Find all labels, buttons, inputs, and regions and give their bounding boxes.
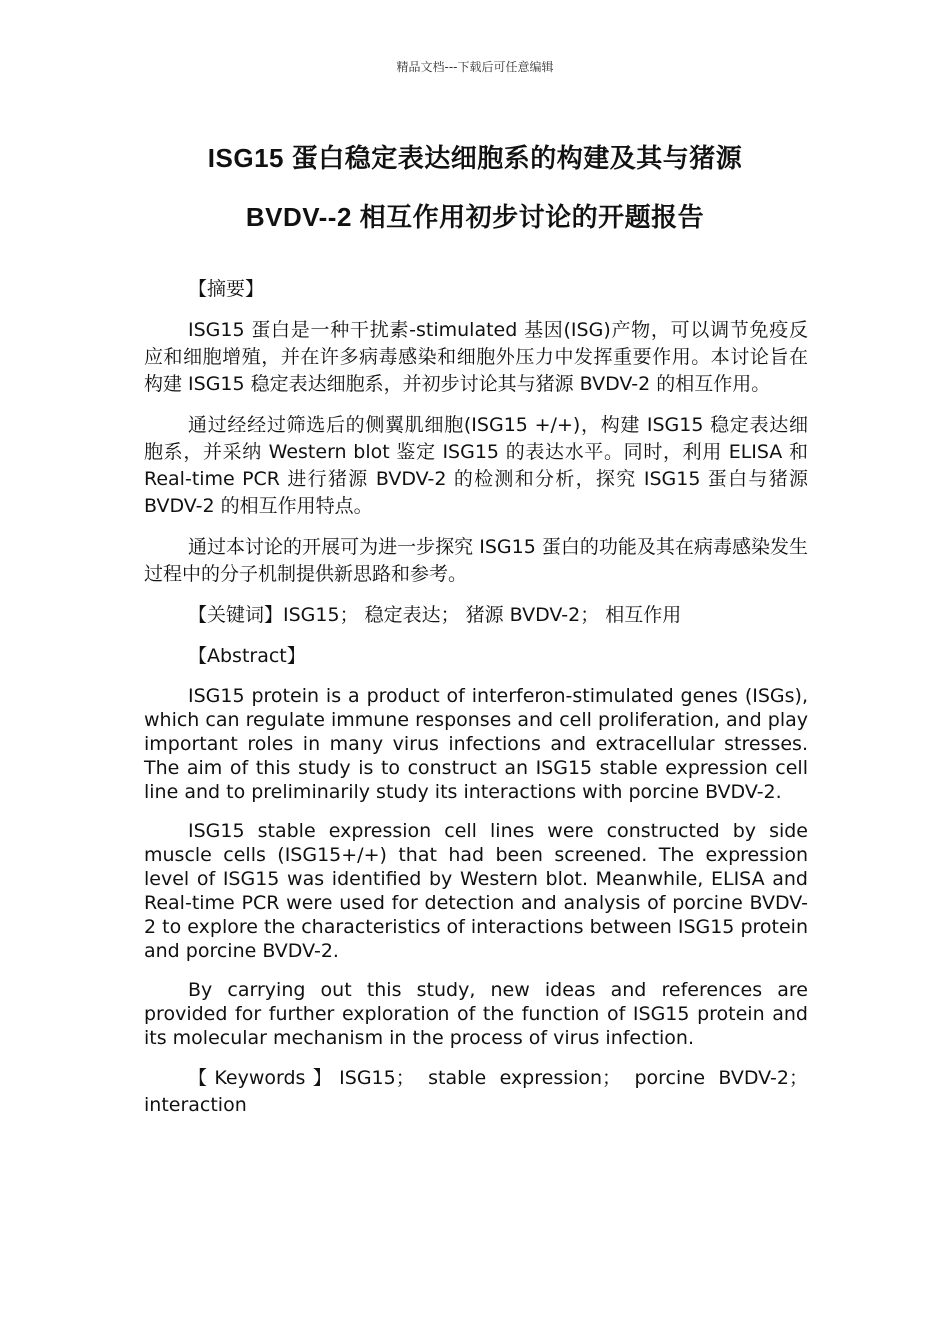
document-title-line-1: ISG15 蛋白稳定表达细胞系的构建及其与猪源 [207,143,743,173]
abstract-cn-paragraph: 通过经经过筛选后的侧翼肌细胞(ISG15 +/+)，构建 ISG15 稳定表达细胞系，并采纳 Western blot 鉴定 ISG15 的表达水平。同时，利用 ELISA 和 Real-time PCR 进行猪源 BVDV-2 的检测和分析，探究 ISG15 蛋白与猪源 BVDV-2 的相互作用特点。 [144,414,808,517]
abstract-cn-heading: 【摘要】 [188,278,265,300]
document-title-line-2: BVDV--2 相互作用初步讨论的开题报告 [245,202,705,232]
document-body [144,276,808,1133]
keywords-en: 【Keywords】ISG15； stable expression； porcine BVDV-2； interaction [144,1067,808,1116]
header-note: 精品文档---下载后可任意编辑 [396,60,554,74]
abstract-cn-paragraph: 通过本讨论的开展可为进一步探究 ISG15 蛋白的功能及其在病毒感染发生过程中的分子机制提供新思路和参考。 [144,536,808,585]
keywords-cn: 【关键词】ISG15； 稳定表达； 猪源 BVDV-2； 相互作用 [188,604,682,626]
abstract-en-heading: 【Abstract】 [188,645,306,667]
abstract-cn-paragraph: ISG15 蛋白是一种干扰素-stimulated 基因(ISG)产物，可以调节免疫反应和细胞增殖，并在许多病毒感染和细胞外压力中发挥重要作用。本讨论旨在构建 ISG15 稳定表达细胞系，并初步讨论其与猪源 BVDV-2 的相互作用。 [144,319,808,395]
abstract-en-paragraph: ISG15 stable expression cell lines were constructed by side muscle cells (ISG15+/+) that had been screened. The expression level of ISG15 was identified by Western blot. Meanwhile, ELISA and Real-time PCR were used for detection and analysis of porcine BVDV-2 to explore the characteristics of interactions between ISG15 protein and porcine BVDV-2. [144,820,808,962]
abstract-en-paragraph: By carrying out this study, new ideas and references are provided for further exploration of the function of ISG15 protein and its molecular mechanism in the process of virus infection. [144,979,808,1049]
abstract-en-paragraph: ISG15 protein is a product of interferon-stimulated genes (ISGs), which can regulate immune responses and cell proliferation, and play important roles in many virus infections and extracellular stresses. The aim of this study is to construct an ISG15 stable expression cell line and to preliminarily study its interactions with porcine BVDV-2. [144,685,808,803]
